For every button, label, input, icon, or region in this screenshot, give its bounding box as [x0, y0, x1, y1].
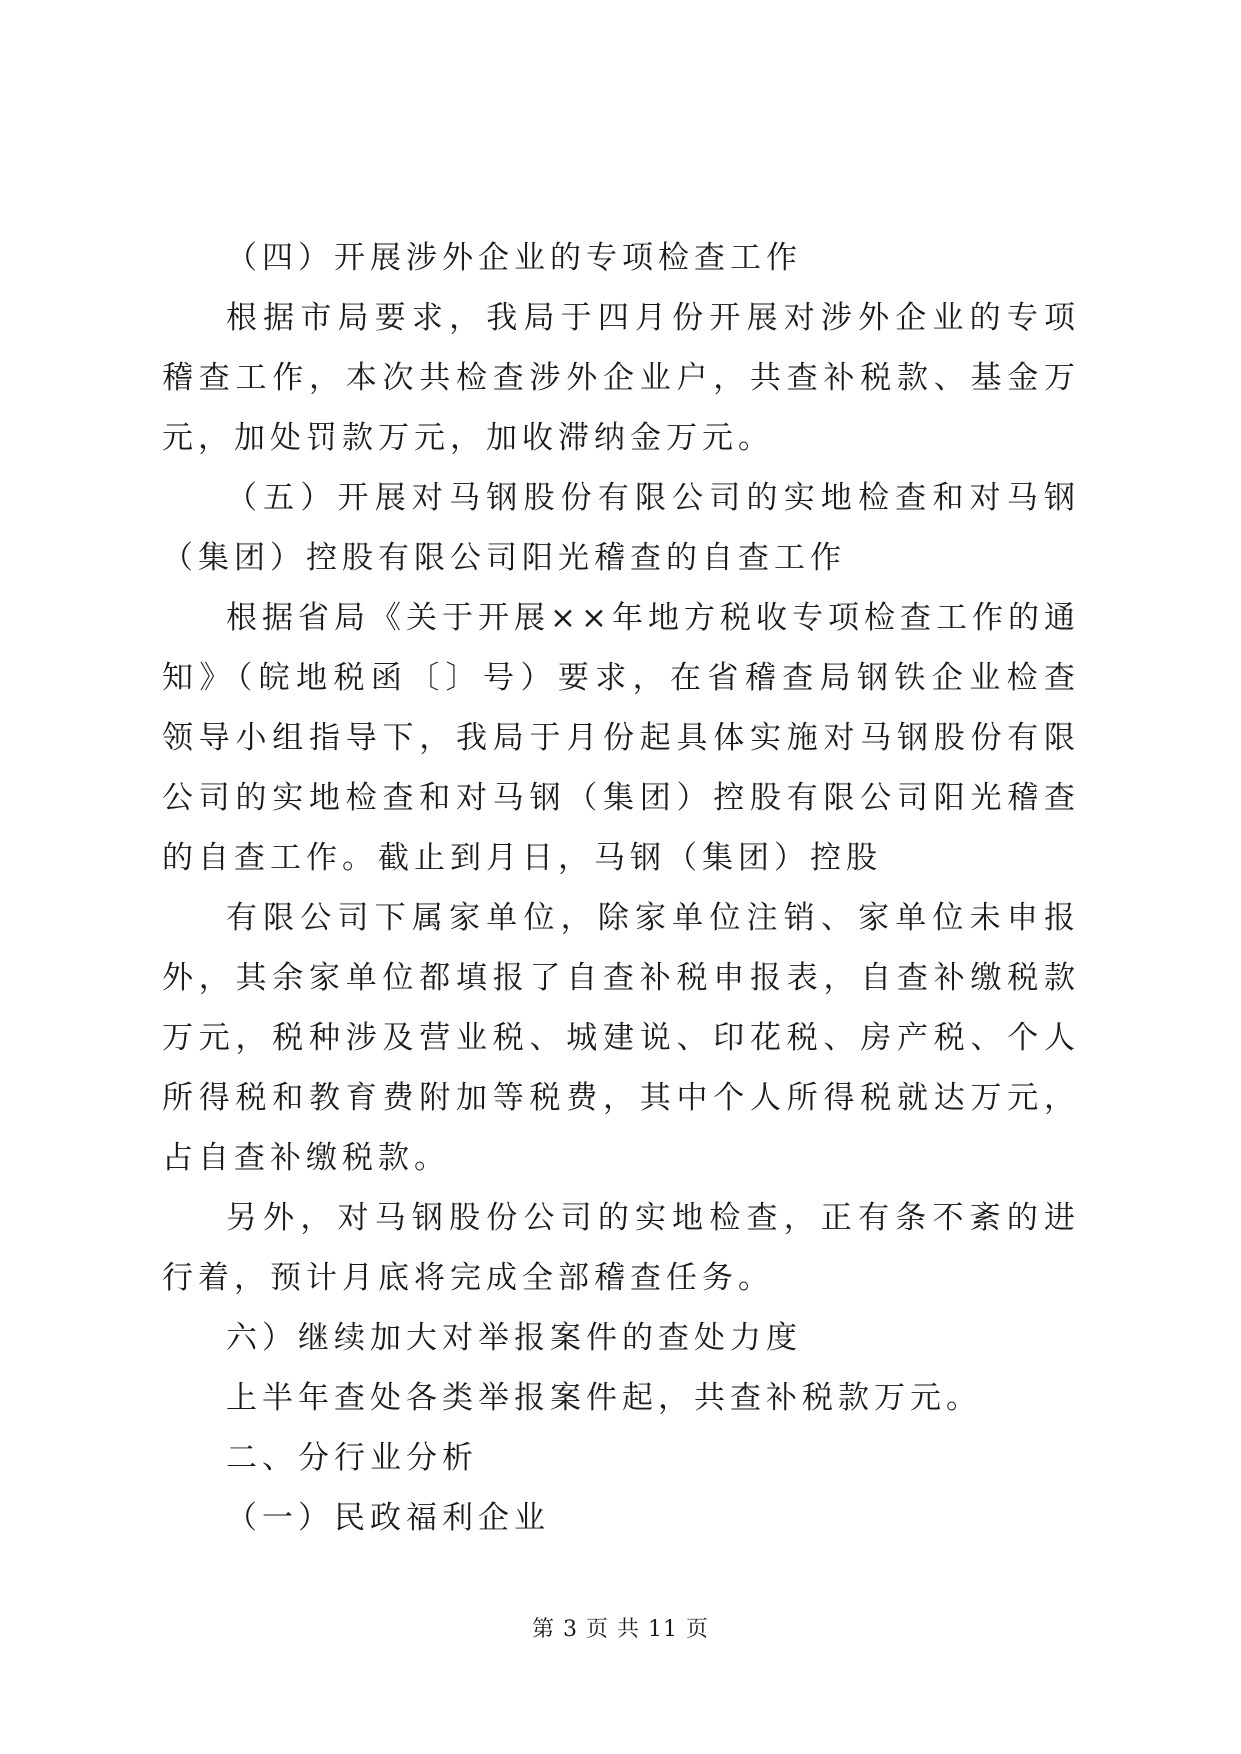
paragraph-provincial-notice: 根据省局《关于开展××年地方税收专项检查工作的通知》（皖地税函〔〕号）要求，在省稽查局钢铁企业检查领导小组指导下，我局于月份起具体实施对马钢股份有限公司的实地检查和对马钢（集团）控股有限公司阳光稽查的自查工作。截止到月日，马钢（集团）控股 — [162, 600, 1080, 876]
section-heading-civil-welfare: （一）民政福利企业 — [226, 1500, 550, 1536]
section-heading-4: （四）开展涉外企业的专项检查工作 — [226, 240, 802, 276]
paragraph-onsite-inspection-progress: 另外，对马钢股份公司的实地检查，正有条不紊的进行着，预计月底将完成全部稽查任务。 — [162, 1200, 1080, 1296]
section-heading-industry-analysis: 二、分行业分析 — [226, 1440, 478, 1476]
document-body — [162, 228, 1080, 1548]
paragraph-foreign-enterprise-inspection: 根据市局要求，我局于四月份开展对涉外企业的专项稽查工作，本次共检查涉外企业户，共查补税款、基金万元，加处罚款万元，加收滞纳金万元。 — [162, 300, 1080, 456]
section-heading-5: （五）开展对马钢股份有限公司的实地检查和对马钢（集团）控股有限公司阳光稽查的自查工作 — [162, 480, 1080, 576]
paragraph-report-cases: 上半年查处各类举报案件起，共查补税款万元。 — [226, 1380, 982, 1416]
paragraph-self-inspection-results: 有限公司下属家单位，除家单位注销、家单位未申报外，其余家单位都填报了自查补税申报表，自查补缴税款万元，税种涉及营业税、城建说、印花税、房产税、个人所得税和教育费附加等税费，其中个人所得税就达万元，占自查补缴税款。 — [162, 900, 1080, 1176]
section-heading-6: 六）继续加大对举报案件的查处力度 — [226, 1320, 802, 1356]
page-number-footer: 第 3 页 共 11 页 — [532, 1617, 709, 1642]
